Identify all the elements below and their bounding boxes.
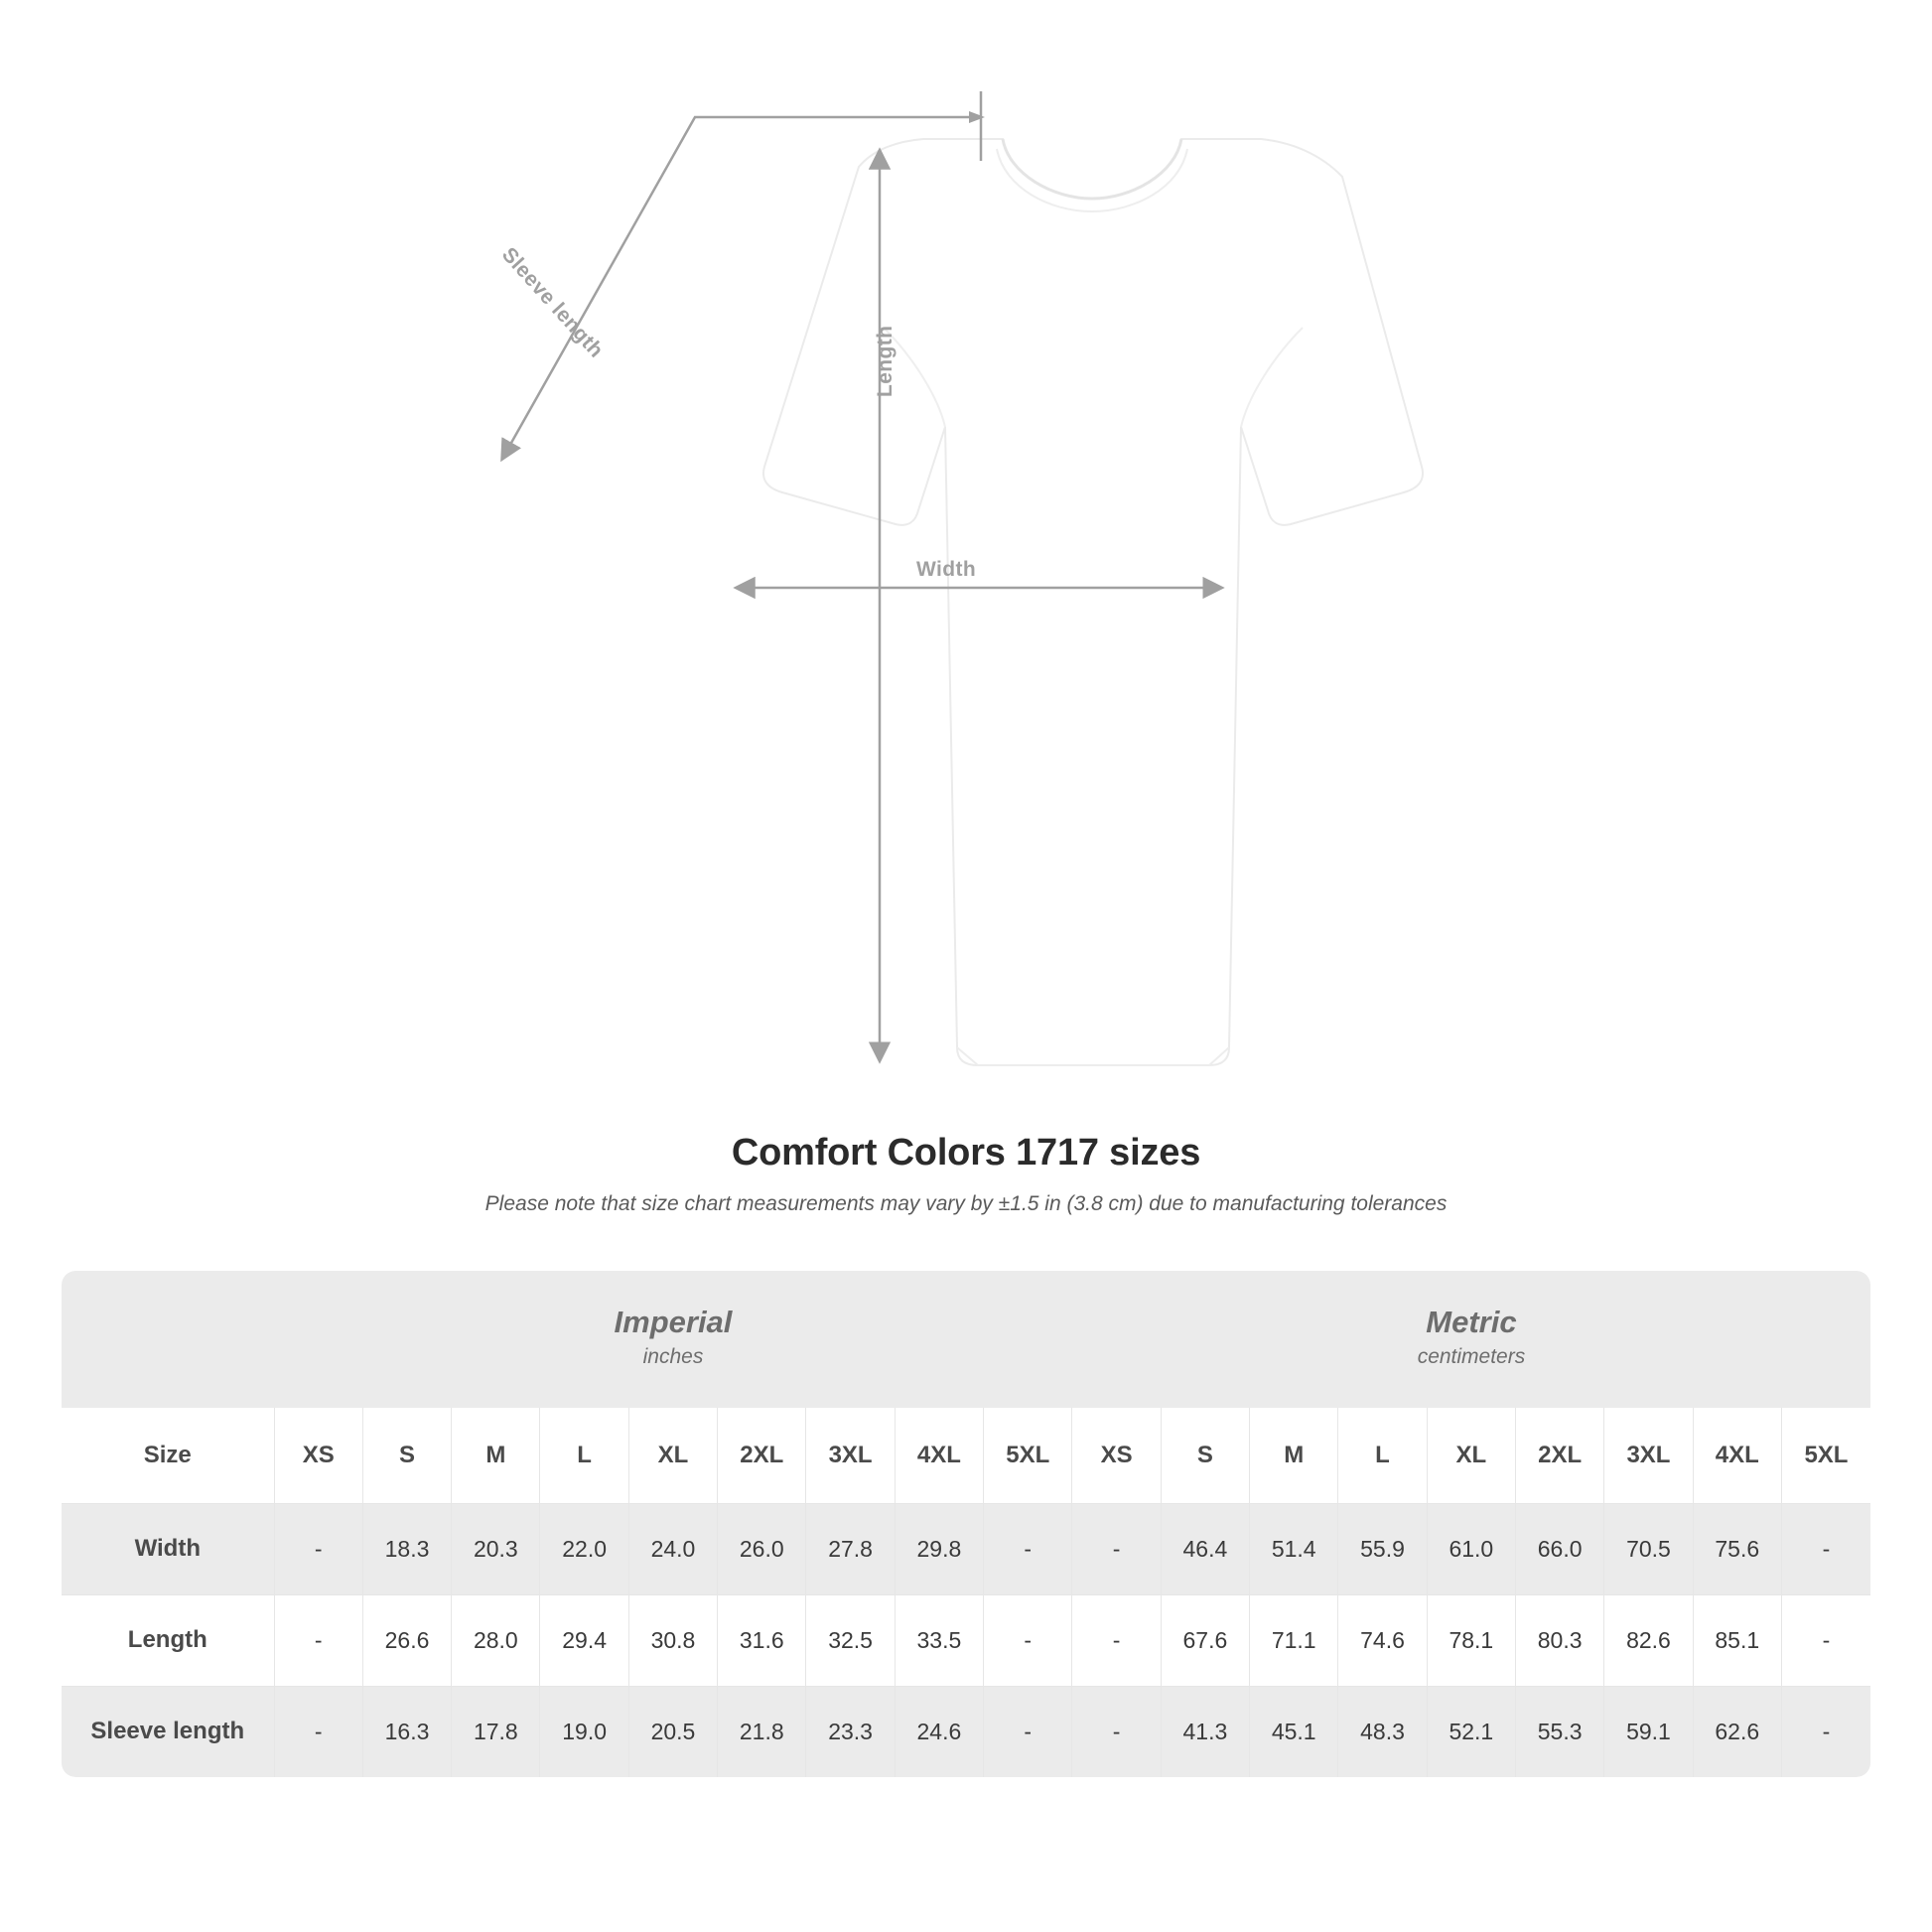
cell-width-5: 26.0 <box>718 1503 806 1594</box>
col-header-xl-imperial: XL <box>628 1408 717 1503</box>
col-header-s-imperial: S <box>362 1408 451 1503</box>
cell-length-1: 26.6 <box>362 1594 451 1686</box>
cell-width-2: 20.3 <box>452 1503 540 1594</box>
cell-sleeve-14: 55.3 <box>1515 1686 1603 1777</box>
cell-length-13: 78.1 <box>1427 1594 1515 1686</box>
cell-sleeve-0: - <box>274 1686 362 1777</box>
title-block <box>0 1132 1932 1216</box>
unit-header-row <box>62 1271 1870 1408</box>
cell-width-3: 22.0 <box>540 1503 628 1594</box>
cell-width-4: 24.0 <box>628 1503 717 1594</box>
cell-length-11: 71.1 <box>1250 1594 1338 1686</box>
metric-header <box>1072 1271 1870 1408</box>
col-header-3xl-imperial: 3XL <box>806 1408 895 1503</box>
cell-width-13: 61.0 <box>1427 1503 1515 1594</box>
col-header-xs-metric: XS <box>1072 1408 1161 1503</box>
cell-width-12: 55.9 <box>1338 1503 1427 1594</box>
col-header-xs-imperial: XS <box>274 1408 362 1503</box>
cell-sleeve-5: 21.8 <box>718 1686 806 1777</box>
cell-length-5: 31.6 <box>718 1594 806 1686</box>
cell-sleeve-15: 59.1 <box>1604 1686 1693 1777</box>
metric-sub: centimeters <box>1417 1345 1526 1369</box>
table-row <box>62 1503 1870 1594</box>
page-title: Comfort Colors 1717 sizes <box>731 1132 1201 1173</box>
cell-width-9: - <box>1072 1503 1161 1594</box>
cell-sleeve-3: 19.0 <box>540 1686 628 1777</box>
cell-length-14: 80.3 <box>1515 1594 1603 1686</box>
cell-width-17: - <box>1781 1503 1870 1594</box>
cell-sleeve-7: 24.6 <box>895 1686 983 1777</box>
row-label-width: Width <box>62 1503 274 1594</box>
cell-width-7: 29.8 <box>895 1503 983 1594</box>
col-header-4xl-metric: 4XL <box>1693 1408 1781 1503</box>
size-header-row <box>62 1408 1870 1503</box>
imperial-header <box>274 1271 1072 1408</box>
cell-width-0: - <box>274 1503 362 1594</box>
col-header-m-metric: M <box>1250 1408 1338 1503</box>
cell-width-14: 66.0 <box>1515 1503 1603 1594</box>
cell-width-16: 75.6 <box>1693 1503 1781 1594</box>
cell-sleeve-6: 23.3 <box>806 1686 895 1777</box>
table-row <box>62 1594 1870 1686</box>
cell-length-15: 82.6 <box>1604 1594 1693 1686</box>
size-table-container <box>62 1271 1870 1777</box>
cell-length-17: - <box>1781 1594 1870 1686</box>
col-header-xl-metric: XL <box>1427 1408 1515 1503</box>
tshirt-shape <box>763 139 1423 1065</box>
cell-length-16: 85.1 <box>1693 1594 1781 1686</box>
cell-sleeve-8: - <box>984 1686 1072 1777</box>
col-header-2xl-metric: 2XL <box>1515 1408 1603 1503</box>
imperial-name: Imperial <box>614 1305 733 1340</box>
cell-width-15: 70.5 <box>1604 1503 1693 1594</box>
col-header-l-imperial: L <box>540 1408 628 1503</box>
cell-width-10: 46.4 <box>1161 1503 1249 1594</box>
col-header-5xl-metric: 5XL <box>1781 1408 1870 1503</box>
row-label-sleeve-length: Sleeve length <box>62 1686 274 1777</box>
cell-length-2: 28.0 <box>452 1594 540 1686</box>
length-label: Length <box>874 325 897 397</box>
width-label: Width <box>916 558 977 581</box>
table-row <box>62 1686 1870 1777</box>
cell-length-4: 30.8 <box>628 1594 717 1686</box>
imperial-sub: inches <box>642 1345 704 1369</box>
cell-sleeve-4: 20.5 <box>628 1686 717 1777</box>
sleeve-length-label: Sleeve length <box>496 243 609 362</box>
cell-sleeve-16: 62.6 <box>1693 1686 1781 1777</box>
cell-length-10: 67.6 <box>1161 1594 1249 1686</box>
cell-sleeve-12: 48.3 <box>1338 1686 1427 1777</box>
cell-width-6: 27.8 <box>806 1503 895 1594</box>
cell-sleeve-13: 52.1 <box>1427 1686 1515 1777</box>
col-header-s-metric: S <box>1161 1408 1249 1503</box>
cell-sleeve-17: - <box>1781 1686 1870 1777</box>
col-header-m-imperial: M <box>452 1408 540 1503</box>
cell-width-11: 51.4 <box>1250 1503 1338 1594</box>
size-table <box>62 1271 1870 1777</box>
cell-length-6: 32.5 <box>806 1594 895 1686</box>
col-header-4xl-imperial: 4XL <box>895 1408 983 1503</box>
cell-sleeve-10: 41.3 <box>1161 1686 1249 1777</box>
col-header-5xl-imperial: 5XL <box>984 1408 1072 1503</box>
cell-length-3: 29.4 <box>540 1594 628 1686</box>
metric-name: Metric <box>1426 1305 1517 1340</box>
col-header-3xl-metric: 3XL <box>1604 1408 1693 1503</box>
cell-width-1: 18.3 <box>362 1503 451 1594</box>
row-label-length: Length <box>62 1594 274 1686</box>
cell-sleeve-2: 17.8 <box>452 1686 540 1777</box>
tolerance-note: Please note that size chart measurements may vary by ±1.5 in (3.8 cm) due to manufacturing tolerances <box>484 1192 1448 1215</box>
cell-sleeve-9: - <box>1072 1686 1161 1777</box>
cell-length-9: - <box>1072 1594 1161 1686</box>
cell-length-0: - <box>274 1594 362 1686</box>
cell-length-7: 33.5 <box>895 1594 983 1686</box>
cell-width-8: - <box>984 1503 1072 1594</box>
cell-sleeve-1: 16.3 <box>362 1686 451 1777</box>
size-header-label: Size <box>62 1408 274 1503</box>
cell-sleeve-11: 45.1 <box>1250 1686 1338 1777</box>
cell-length-12: 74.6 <box>1338 1594 1427 1686</box>
cell-length-8: - <box>984 1594 1072 1686</box>
col-header-2xl-imperial: 2XL <box>718 1408 806 1503</box>
col-header-l-metric: L <box>1338 1408 1427 1503</box>
unit-header-spacer <box>62 1271 274 1408</box>
